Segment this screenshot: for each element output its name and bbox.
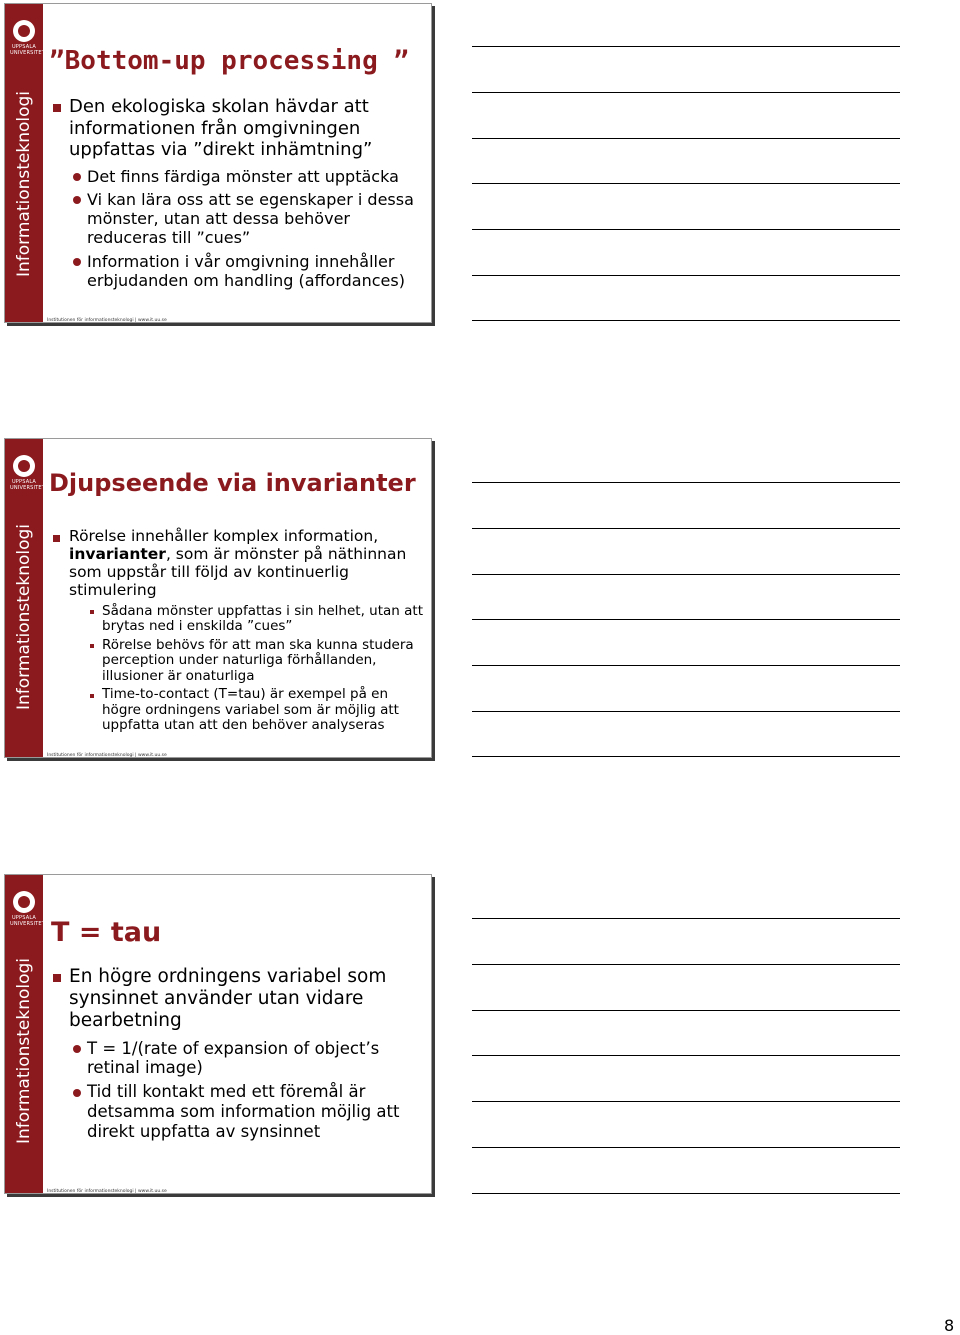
small-square-bullet-icon (90, 644, 94, 648)
dot-bullet-icon (73, 1045, 81, 1053)
sub-bullet-item: Rörelse behövs för att man ska kunna studera perception under naturliga förhållanden, illusioner är onaturliga (90, 638, 425, 685)
seal-icon (13, 20, 35, 42)
note-line (472, 711, 900, 712)
university-logo (10, 455, 46, 491)
slide-body (53, 528, 425, 737)
dot-bullet-icon (73, 196, 81, 204)
sub-bullet-item: Information i vår omgivning innehåller erbjudanden om handling (affordances) (73, 252, 425, 290)
bullet-item: Den ekologiska skolan hävdar att informationen från omgivningen uppfattas via ”direkt inhämtning” (53, 96, 425, 161)
slide-title: T = tau (51, 917, 162, 948)
sub-bullet-item: Vi kan lära oss att se egenskaper i dessa mönster, utan att dessa behöver reduceras till ”cues” (73, 190, 425, 248)
logo-wordmark: UPPSALA UNIVERSITET (10, 915, 46, 927)
slide-3 (4, 874, 432, 1194)
slide-sidebar (5, 439, 46, 757)
slide-2 (4, 438, 432, 758)
note-line (472, 229, 900, 230)
logo-wordmark: UPPSALA UNIVERSITET (10, 44, 46, 56)
university-logo (10, 20, 46, 56)
slide-body (53, 96, 425, 294)
slide-footer: Institutionen för informationsteknologi | www.it.uu.se (47, 318, 167, 323)
sidebar-label: Informationsteknologi (14, 523, 34, 711)
note-line (472, 1147, 900, 1148)
seal-icon (13, 455, 35, 477)
small-square-bullet-icon (90, 610, 94, 614)
sub-bullet-item: Time-to-contact (T=tau) är exempel på en högre ordningens variabel som är möjlig att uppfatta utan att den behöver analyseras (90, 687, 425, 734)
university-logo (10, 891, 46, 927)
note-line (472, 482, 900, 483)
logo-wordmark: UPPSALA UNIVERSITET (10, 479, 46, 491)
note-line (472, 756, 900, 757)
sidebar-label: Informationsteknologi (14, 90, 34, 278)
dot-bullet-icon (73, 1089, 81, 1097)
square-bullet-icon (53, 974, 61, 982)
note-line (472, 1010, 900, 1011)
note-line (472, 1193, 900, 1194)
square-bullet-icon (53, 535, 60, 542)
note-line (472, 574, 900, 575)
slide-sidebar (5, 4, 46, 322)
note-line (472, 1101, 900, 1102)
note-line (472, 665, 900, 666)
slide-title: ”Bottom-up processing ” (49, 46, 410, 76)
slide-footer: Institutionen för informationsteknologi | www.it.uu.se (47, 753, 167, 758)
note-line (472, 275, 900, 276)
sub-bullet-item: T = 1/(rate of expansion of object’s retinal image) (73, 1039, 425, 1079)
note-line (472, 183, 900, 184)
dot-bullet-icon (73, 258, 81, 266)
seal-icon (13, 891, 35, 913)
page-number: 8 (944, 1316, 955, 1335)
dot-bullet-icon (73, 173, 81, 181)
sub-bullet-item: Sådana mönster uppfattas i sin helhet, utan att brytas ned i enskilda ”cues” (90, 604, 425, 635)
slide-1 (4, 3, 432, 323)
note-line (472, 918, 900, 919)
small-square-bullet-icon (90, 694, 94, 698)
square-bullet-icon (53, 104, 61, 112)
note-line (472, 528, 900, 529)
sub-bullet-item: Tid till kontakt med ett föremål är detsamma som information möjlig att direkt uppfatta av synsinnet (73, 1082, 425, 1141)
note-line (472, 619, 900, 620)
sub-bullet-item: Det finns färdiga mönster att upptäcka (73, 167, 425, 186)
note-line (472, 46, 900, 47)
slide-sidebar (5, 875, 46, 1193)
note-line (472, 138, 900, 139)
sidebar-label: Informationsteknologi (14, 957, 34, 1145)
slide-title: Djupseende via invarianter (49, 469, 416, 497)
bullet-item: En högre ordningens variabel som synsinnet använder utan vidare bearbetning (53, 966, 425, 1033)
note-line (472, 320, 900, 321)
bullet-item: Rörelse innehåller komplex information, invarianter, som är mönster på näthinnan som uppstår till följd av kontinuerlig stimulering (53, 528, 425, 600)
slide-body (53, 966, 425, 1146)
note-line (472, 1055, 900, 1056)
slide-footer: Institutionen för informationsteknologi | www.it.uu.se (47, 1189, 167, 1194)
note-line (472, 964, 900, 965)
note-line (472, 92, 900, 93)
